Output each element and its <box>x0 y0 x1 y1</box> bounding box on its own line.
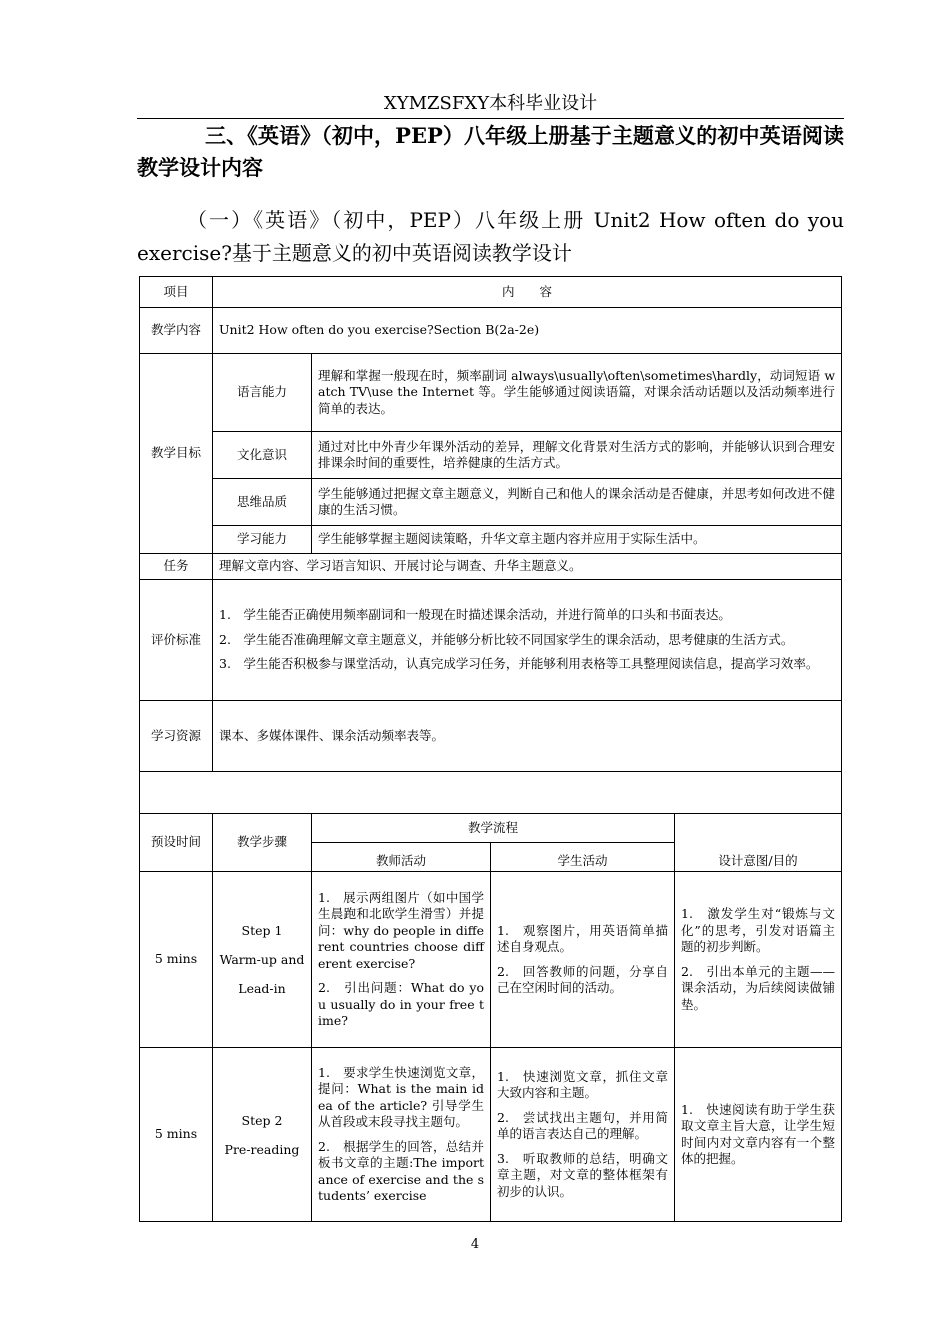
teacher-activity <box>312 1048 491 1222</box>
blank-cell <box>140 772 842 814</box>
task-row <box>140 554 842 580</box>
step-time: 5 mins <box>140 872 213 1048</box>
resources-value: 课本、多媒体课件、课余活动频率表等。 <box>213 701 842 772</box>
evaluation-label: 评价标准 <box>140 580 213 701</box>
objective-row <box>140 432 842 479</box>
blank-row <box>140 772 842 814</box>
evaluation-row <box>140 580 842 701</box>
teacher-activity-item: 2. 根据学生的回答，总结并板书文章的主题:The importance of exercise and the students’ exercise <box>318 1138 484 1203</box>
teaching-content-label: 教学内容 <box>140 308 213 354</box>
col-content-header: 内 容 <box>213 277 842 308</box>
teaching-content-value: Unit2 How often do you exercise?Section B(2a-2e) <box>213 308 842 354</box>
design-intent <box>675 872 842 1048</box>
student-activity-item: 1. 快速浏览文章，抓住文章大致内容和主题。 <box>497 1068 668 1101</box>
flow-header-row <box>140 814 842 843</box>
student-activity <box>491 872 675 1048</box>
teacher-header: 教师活动 <box>312 843 491 872</box>
step-number: Step 2 <box>241 1112 283 1128</box>
intent-header: 设计意图/目的 <box>675 814 842 872</box>
flow-header: 教学流程 <box>312 814 675 843</box>
design-intent-item: 1. 激发学生对“锻炼与文化”的思考，引发对语篇主题的初步判断。 <box>681 906 836 954</box>
resources-row <box>140 701 842 772</box>
objective-text: 学生能够掌握主题阅读策略，升华文章主题内容并应用于实际生活中。 <box>312 526 842 554</box>
step-number: Step 1 <box>241 923 283 938</box>
objective-text: 学生能够通过把握文章主题意义，判断自己和他人的课余活动是否健康，并思考如何改进不健康的生活习惯。 <box>312 479 842 526</box>
page-number: 4 <box>470 1237 480 1252</box>
teacher-activity-item: 1. 要求学生快速浏览文章，提问：What is the main idea of the article? 引导学生从首段或末段寻找主题句。 <box>318 1064 484 1129</box>
step-name: Warm-up and Lead-in <box>219 952 305 996</box>
objective-text: 理解和掌握一般现在时，频率副词 always\usually\often\sometimes\hardly，动词短语 watch TV\use the Internet 等。学生能够通过阅读语篇，对课余活动话题以及活动频率进行简单的表达。 <box>312 354 842 432</box>
student-activity-item: 2. 回答教师的问题，分享自己在空闲时间的活动。 <box>497 963 668 995</box>
student-activity <box>491 1048 675 1222</box>
teaching-content-row <box>140 308 842 354</box>
task-label: 任务 <box>140 554 213 580</box>
step-cell <box>213 872 312 1048</box>
student-activity-item: 1. 观察图片，用英语简单描述自身观点。 <box>497 922 668 954</box>
section-title: 三、《英语》（初中，PEP）八年级上册基于主题意义的初中英语阅读教学设计内容 <box>137 123 844 180</box>
teacher-activity <box>312 872 491 1048</box>
student-activity-item: 3. 听取教师的总结，明确文章主题，对文章的整体框架有初步的认识。 <box>497 1150 668 1199</box>
evaluation-item: 2. 学生能否准确理解文章主题意义，并能够分析比较不同国家学生的课余活动，思考健康的生活方式。 <box>219 631 794 647</box>
objective-text: 通过对比中外青少年课外活动的差异，理解文化背景对生活方式的影响，并能够认识到合理安排课余时间的重要性，培养健康的生活方式。 <box>312 432 842 479</box>
step-time: 5 mins <box>140 1048 213 1222</box>
objective-name: 思维品质 <box>213 479 312 526</box>
objective-name: 语言能力 <box>213 354 312 432</box>
evaluation-criteria <box>213 580 842 701</box>
objective-name: 文化意识 <box>213 432 312 479</box>
teacher-activity-item: 1. 展示两组图片（如中国学生晨跑和北欧学生滑雪）并提问：why do people in different countries choose different exercise? <box>318 889 484 971</box>
objective-row <box>140 526 842 554</box>
page-header: XYMZSFXY本科毕业设计 <box>383 93 598 114</box>
step-row <box>140 1048 842 1222</box>
col-item-header: 项目 <box>140 277 213 308</box>
student-header: 学生活动 <box>491 843 675 872</box>
step-row <box>140 872 842 1048</box>
objectives-label: 教学目标 <box>140 354 213 554</box>
step-cell <box>213 1048 312 1222</box>
teacher-activity-item: 2. 引出问题：What do you usually do in your free time? <box>318 980 484 1028</box>
header-rule <box>137 118 844 119</box>
resources-label: 学习资源 <box>140 701 213 772</box>
objective-name: 学习能力 <box>213 526 312 554</box>
design-intent-item: 2. 引出本单元的主题——课余活动，为后续阅读做铺垫。 <box>681 963 836 1012</box>
lesson-plan-table <box>139 276 842 1222</box>
design-intent-item: 1. 快速阅读有助于学生获取文章主旨大意，让学生短时间内对文章内容有一个整体的把握。 <box>681 1101 836 1166</box>
evaluation-item: 1. 学生能否正确使用频率副词和一般现在时描述课余活动，并进行简单的口头和书面表达。 <box>219 607 731 623</box>
time-header: 预设时间 <box>140 814 213 872</box>
student-activity-item: 2. 尝试找出主题句，并用简单的语言表达自己的理解。 <box>497 1109 668 1142</box>
task-value: 理解文章内容、学习语言知识、开展讨论与调查、升华主题意义。 <box>213 554 842 580</box>
evaluation-item: 3. 学生能否积极参与课堂活动，认真完成学习任务，并能够利用表格等工具整理阅读信息，提高学习效率。 <box>219 656 819 672</box>
design-intent <box>675 1048 842 1222</box>
subsection-title: （一）《英语》（初中，PEP）八年级上册 Unit2 How often do you exercise?基于主题意义的初中英语阅读教学设计 <box>137 208 844 265</box>
step-name: Pre-reading <box>224 1141 300 1157</box>
objective-row <box>140 354 842 432</box>
objective-row <box>140 479 842 526</box>
step-header: 教学步骤 <box>213 814 312 872</box>
table-header-row <box>140 277 842 308</box>
